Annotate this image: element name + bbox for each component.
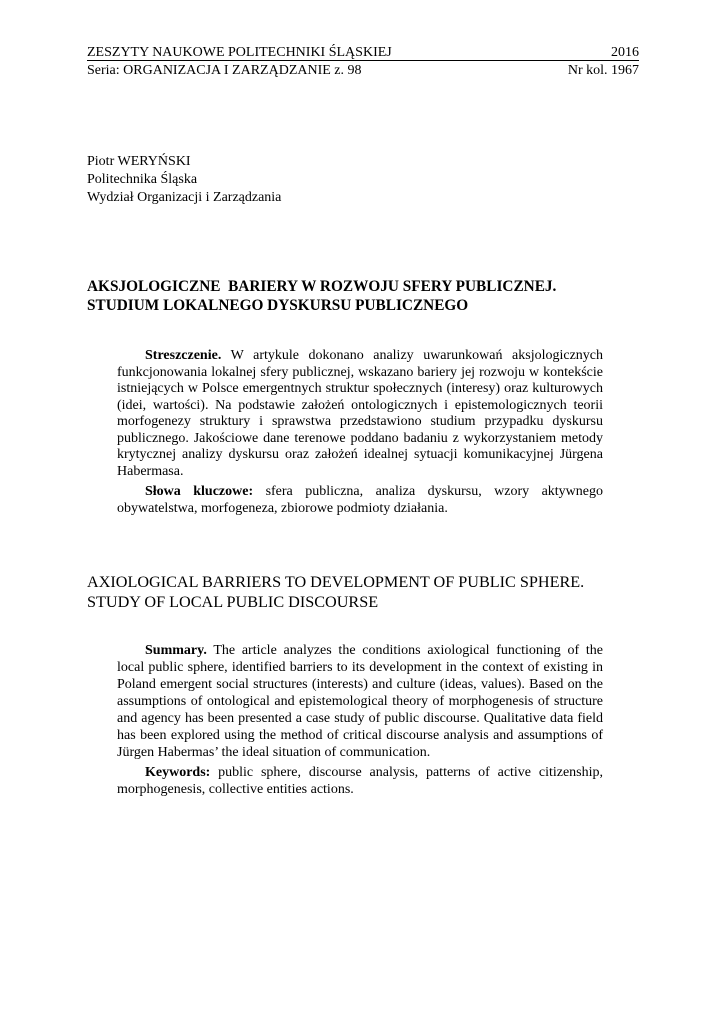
keywords-polish-label: Słowa kluczowe: xyxy=(145,484,254,499)
journal-number: Nr kol. 1967 xyxy=(567,63,639,78)
running-header-top xyxy=(87,44,639,61)
journal-name: ZESZYTY NAUKOWE POLITECHNIKI ŚLĄSKIEJ xyxy=(87,45,392,60)
abstract-polish-label: Streszczenie. xyxy=(145,348,222,363)
title-polish xyxy=(87,277,639,315)
keywords-english-paragraph xyxy=(117,764,603,798)
author-faculty: Wydział Organizacji i Zarządzania xyxy=(87,190,282,205)
title-english-line-2: STUDY OF LOCAL PUBLIC DISCOURSE xyxy=(87,593,379,611)
header-divider xyxy=(87,60,639,61)
author-block xyxy=(87,153,281,207)
author-institution: Politechnika Śląska xyxy=(87,172,198,187)
article-page xyxy=(87,0,639,1024)
abstract-english-text: The article analyzes the conditions axiological functioning of the local public sphere, identified barriers to its development in the context of existing in Poland emergent social structures (interests) and culture (ideas, values). Based on the assumptions of ontological and epistemological theory of morphogenesis of structure and agency has been presented a case study of public discourse. Qualitative data field has been explored using the method of critical discourse analysis and assumptions of Jürgen Habermas’ the ideal situation of communication. xyxy=(117,643,603,760)
title-polish-line-2: STUDIUM LOKALNEGO DYSKURSU PUBLICZNEGO xyxy=(87,297,469,314)
keywords-english-label: Keywords: xyxy=(145,765,211,780)
journal-year: 2016 xyxy=(611,45,639,60)
abstract-polish-text: W artykule dokonano analizy uwarunkowań aksjologicznych funkcjonowania lokalnej sfery publicznej, wskazano bariery jej rozwoju w kontekście istniejących w Polsce emergentnych struktur społecznych (interesy) oraz kulturowych (idei, wartości). Na podstawie założeń ontologicznych i epistemologicznych teorii morfogenezy struktury i sprawstwa przedstawiono studium przypadku dyskursu publicznego. Jakościowe dane terenowe poddano badaniu z wykorzystaniem metody krytycznej analizy dyskursu oraz założeń idealnej sytuacji komunikacyjnej Jürgena Habermasa. xyxy=(117,348,604,479)
keywords-polish-paragraph xyxy=(117,484,603,517)
title-english-line-1: AXIOLOGICAL BARRIERS TO DEVELOPMENT OF PUBLIC SPHERE. xyxy=(87,573,585,591)
abstract-polish-paragraph xyxy=(117,348,603,480)
author-name: Piotr WERYŃSKI xyxy=(87,154,191,169)
running-header-bottom xyxy=(87,62,639,79)
abstract-english-label: Summary. xyxy=(145,643,207,658)
abstract-english-paragraph xyxy=(117,642,603,761)
title-english xyxy=(87,572,639,612)
keywords-english-text: public sphere, discourse analysis, patterns of active citizenship, morphogenesis, collective entities actions. xyxy=(117,765,603,797)
abstract-english xyxy=(117,642,603,798)
keywords-polish-text: sfera publiczna, analiza dyskursu, wzory aktywnego obywatelstwa, morfogeneza, zbiorowe podmioty działania. xyxy=(117,484,604,516)
title-polish-line-1: AKSJOLOGICZNE BARIERY W ROZWOJU SFERY PUBLICZNEJ. xyxy=(87,278,557,295)
journal-series: Seria: ORGANIZACJA I ZARZĄDZANIE z. 98 xyxy=(87,63,362,78)
abstract-polish xyxy=(117,348,603,517)
